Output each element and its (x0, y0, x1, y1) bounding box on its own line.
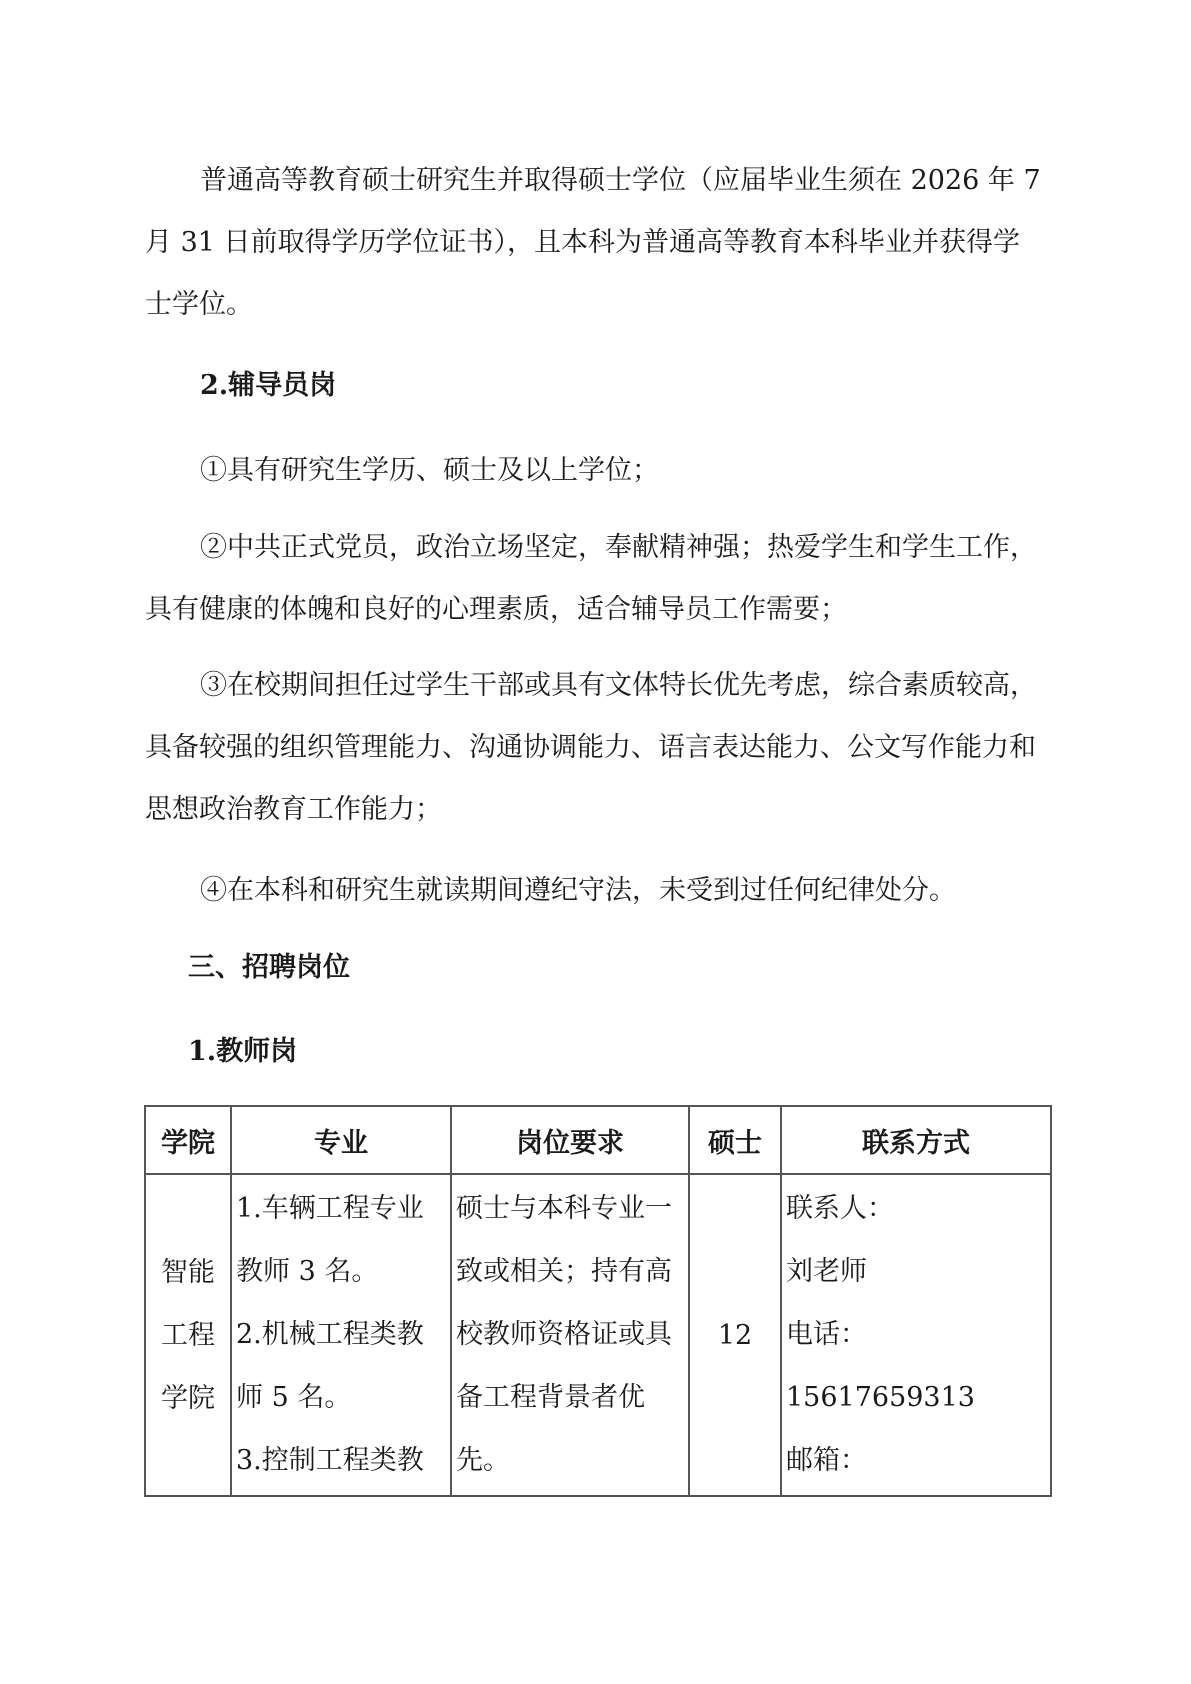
section-heading: 三、招聘岗位 (188, 952, 350, 983)
table-header-row (145, 1106, 1051, 1174)
cell-count: 12 (689, 1174, 781, 1496)
recruitment-table (144, 1105, 1052, 1497)
header-count: 硕士 (689, 1106, 781, 1174)
contact-label: 联系人： (786, 1193, 894, 1224)
contact-name: 刘老师 (786, 1256, 867, 1287)
cell-majors (231, 1174, 451, 1496)
cell-requirement (451, 1174, 689, 1496)
major-item-1: 1.车辆工程专业教师 3 名。 (236, 1193, 424, 1287)
counselor-item-1: ①具有研究生学历、硕士及以上学位； (200, 455, 659, 486)
header-requirement: 岗位要求 (451, 1106, 689, 1174)
cell-college: 智能工程学院 (145, 1174, 231, 1496)
counselor-item-3: ③在校期间担任过学生干部或具有文体特长优先考虑，综合素质较高，具备较强的组织管理能力、沟通协调能力、语言表达能力、公文写作能力和思想政治教育工作能力； (145, 670, 1037, 825)
counselor-item-4: ④在本科和研究生就读期间遵纪守法，未受到过任何纪律处分。 (200, 875, 956, 906)
header-contact: 联系方式 (781, 1106, 1051, 1174)
table-row (145, 1174, 1051, 1496)
major-item-3: 3.控制工程类教 (236, 1445, 424, 1476)
cell-contact (781, 1174, 1051, 1496)
counselor-heading: 2.辅导员岗 (200, 370, 337, 401)
phone-number: 15617659313 (786, 1382, 975, 1413)
teacher-heading: 1.教师岗 (188, 1036, 298, 1067)
header-major: 专业 (231, 1106, 451, 1174)
phone-label: 电话： (786, 1319, 867, 1350)
requirement-text: 硕士与本科专业一致或相关；持有高校教师资格证或具备工程背景者优先。 (456, 1193, 672, 1476)
major-item-2: 2.机械工程类教师 5 名。 (236, 1319, 424, 1413)
counselor-item-2: ②中共正式党员，政治立场坚定，奉献精神强；热爱学生和学生工作，具有健康的体魄和良好的心理素质，适合辅导员工作需要； (145, 532, 1037, 625)
header-college: 学院 (145, 1106, 231, 1174)
intro-paragraph: 普通高等教育硕士研究生并取得硕士学位（应届毕业生须在 2026 年 7 月 31 日前取得学历学位证书），且本科为普通高等教育本科毕业并获得学士学位。 (145, 165, 1041, 320)
email-label: 邮箱： (786, 1445, 867, 1476)
